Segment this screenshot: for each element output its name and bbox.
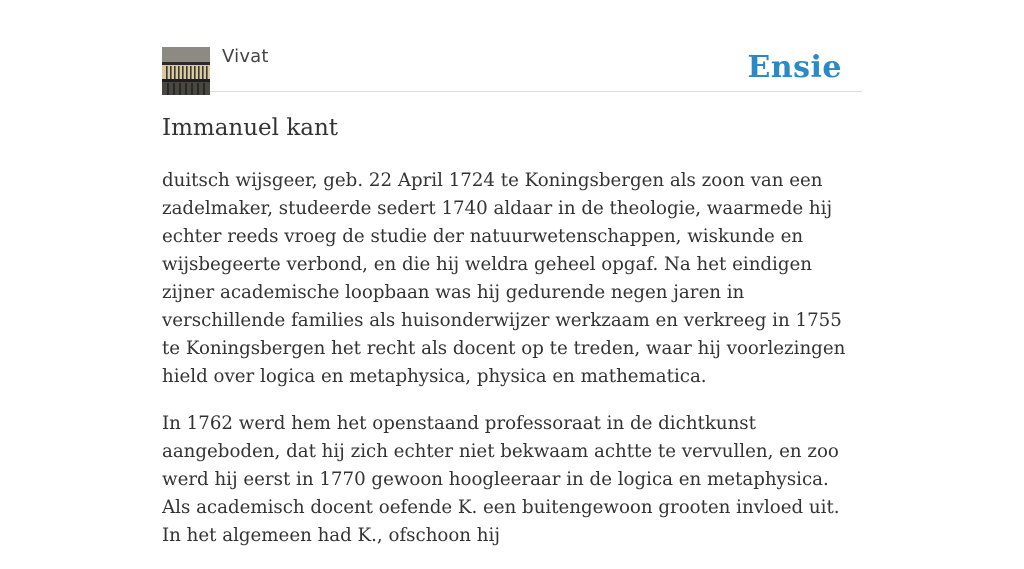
brand-logo[interactable]: Ensie bbox=[747, 50, 842, 85]
article-body bbox=[162, 167, 862, 569]
author-name[interactable]: Vivat bbox=[222, 46, 269, 67]
bookshelf-avatar-icon bbox=[162, 47, 210, 95]
paragraph: duitsch wijsgeer, geb. 22 April 1724 te Koningsbergen als zoon van een zadelmaker, studeerde sedert 1740 aldaar in de theologie, waarmede hij echter reeds vroeg de studie der natuurwetenschappen, wiskunde en wijsbegeerte verbond, en die hij weldra geheel opgaf. Na het eindigen zijner academische loopbaan was hij gedurende negen jaren in verschillende families als huisonderwijzer werkzaam en verkreeg in 1755 te Koningsbergen het recht als docent op te treden, waar hij voorlezingen hield over logica en metaphysica, physica en mathematica. bbox=[162, 170, 846, 387]
article-title: Immanuel kant bbox=[162, 115, 339, 141]
page-container bbox=[162, 0, 862, 546]
paragraph: In 1762 werd hem het openstaand professoraat in de dichtkunst aangeboden, dat hij zich echter niet bekwaam achtte te vervullen, en zoo werd hij eerst in 1770 gewoon hoogleeraar in de logica en metaphysica. Als academisch docent oefende K. een buitengewoon grooten invloed uit. In het algemeen had K., ofschoon hij bbox=[162, 413, 840, 546]
avatar[interactable] bbox=[162, 47, 210, 95]
header bbox=[162, 0, 862, 92]
